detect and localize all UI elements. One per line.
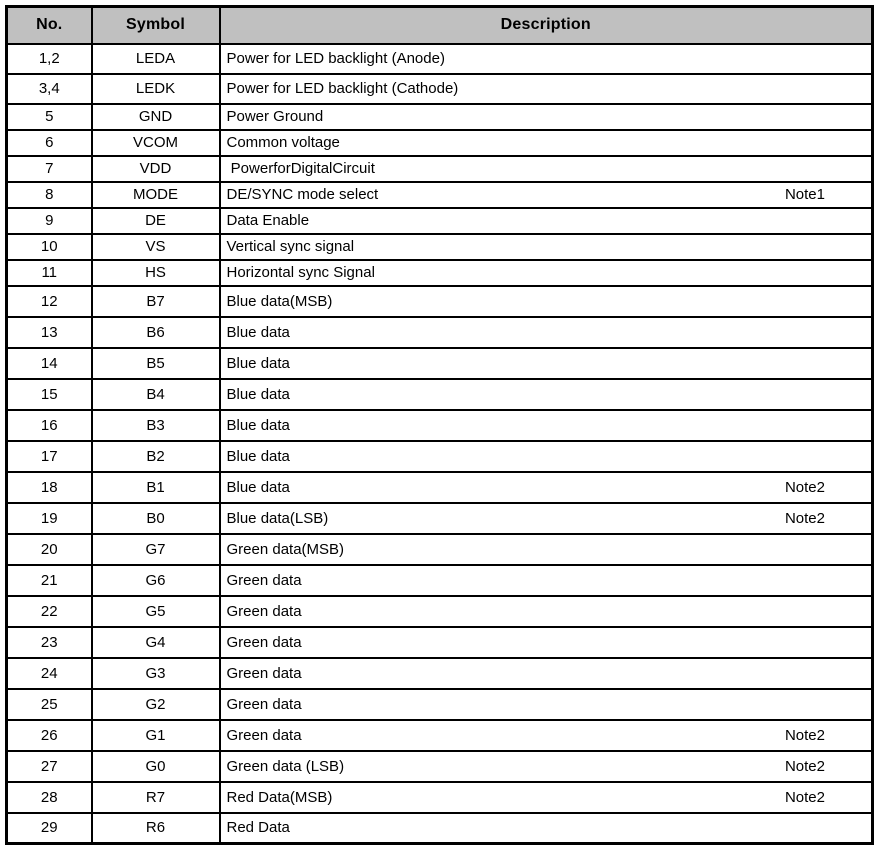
cell-symbol: VDD: [92, 156, 220, 182]
description-cell: [220, 74, 873, 104]
cell-symbol: MODE: [92, 182, 220, 208]
description-inner: [227, 186, 872, 203]
cell-no: 21: [7, 565, 92, 596]
table-row: [7, 130, 873, 156]
cell-description: Blue data: [226, 385, 290, 403]
description-inner: [227, 696, 872, 713]
description-cell: [220, 441, 873, 472]
description-cell: [220, 104, 873, 130]
cell-no: 1,2: [7, 44, 92, 74]
table-row: [7, 813, 873, 844]
description-inner: [227, 634, 872, 651]
table-row: [7, 720, 873, 751]
description-cell: [220, 156, 873, 182]
cell-no: 29: [7, 813, 92, 844]
description-cell: [220, 234, 873, 260]
cell-symbol: GND: [92, 104, 220, 130]
cell-description: Blue data: [226, 416, 290, 434]
cell-symbol: G7: [92, 534, 220, 565]
cell-no: 6: [7, 130, 92, 156]
table-row: [7, 658, 873, 689]
table-row: [7, 44, 873, 74]
table-row: [7, 156, 873, 182]
cell-symbol: B7: [92, 286, 220, 317]
cell-no: 25: [7, 689, 92, 720]
table-row: [7, 286, 873, 317]
description-cell: [220, 813, 873, 844]
cell-symbol: LEDK: [92, 74, 220, 104]
cell-symbol: B3: [92, 410, 220, 441]
description-cell: [220, 379, 873, 410]
cell-description: PowerforDigitalCircuit: [226, 160, 375, 177]
cell-description: Horizontal sync Signal: [226, 264, 375, 281]
cell-description: Green data: [226, 571, 302, 589]
cell-symbol: R6: [92, 813, 220, 844]
cell-symbol: B0: [92, 503, 220, 534]
description-cell: [220, 658, 873, 689]
cell-description: DE/SYNC mode select: [226, 186, 379, 203]
description-inner: [227, 293, 872, 310]
cell-description: Green data: [226, 695, 302, 713]
description-inner: [227, 386, 872, 403]
table-row: [7, 782, 873, 813]
description-inner: [227, 758, 872, 775]
table-row: [7, 565, 873, 596]
table-row: [7, 74, 873, 104]
description-inner: [227, 479, 872, 496]
description-cell: [220, 503, 873, 534]
description-cell: [220, 751, 873, 782]
cell-no: 15: [7, 379, 92, 410]
table-header: [7, 7, 873, 44]
table-row: [7, 472, 873, 503]
cell-description: Blue data: [226, 323, 290, 341]
cell-description: Green data: [226, 602, 302, 620]
cell-no: 5: [7, 104, 92, 130]
cell-description: Blue data(MSB): [226, 292, 333, 310]
cell-no: 7: [7, 156, 92, 182]
cell-description: Power Ground: [226, 108, 324, 125]
description-inner: [227, 134, 872, 151]
cell-description: Data Enable: [226, 212, 310, 229]
cell-no: 8: [7, 182, 92, 208]
table-row: [7, 182, 873, 208]
cell-description: Vertical sync signal: [226, 238, 355, 255]
cell-symbol: LEDA: [92, 44, 220, 74]
cell-no: 23: [7, 627, 92, 658]
cell-description: Green data(MSB): [226, 540, 345, 558]
table-row: [7, 104, 873, 130]
table-row: [7, 689, 873, 720]
cell-no: 13: [7, 317, 92, 348]
cell-note: Note2: [784, 726, 825, 744]
description-inner: [227, 238, 872, 255]
description-inner: [227, 819, 872, 836]
pin-description-table: [5, 5, 874, 845]
cell-description: Blue data: [226, 447, 290, 465]
description-inner: [227, 789, 872, 806]
cell-symbol: B2: [92, 441, 220, 472]
table-row: [7, 348, 873, 379]
cell-symbol: G1: [92, 720, 220, 751]
description-cell: [220, 317, 873, 348]
description-inner: [227, 80, 872, 97]
description-cell: [220, 130, 873, 156]
header-row: [7, 7, 873, 44]
description-inner: [227, 417, 872, 434]
description-inner: [227, 665, 872, 682]
header-symbol: Symbol: [92, 7, 220, 44]
header-description: Description: [220, 7, 873, 44]
cell-symbol: B4: [92, 379, 220, 410]
cell-description: Power for LED backlight (Anode): [226, 50, 445, 67]
cell-no: 3,4: [7, 74, 92, 104]
description-inner: [227, 324, 872, 341]
description-cell: [220, 596, 873, 627]
description-inner: [227, 50, 872, 67]
cell-no: 17: [7, 441, 92, 472]
description-inner: [227, 108, 872, 125]
cell-symbol: G6: [92, 565, 220, 596]
description-cell: [220, 565, 873, 596]
cell-description: Green data (LSB): [226, 757, 345, 775]
description-cell: [220, 348, 873, 379]
description-inner: [227, 603, 872, 620]
cell-symbol: B1: [92, 472, 220, 503]
table-row: [7, 234, 873, 260]
cell-symbol: VS: [92, 234, 220, 260]
cell-note: Note2: [784, 757, 825, 775]
cell-description: Red Data: [226, 819, 290, 837]
cell-symbol: R7: [92, 782, 220, 813]
cell-symbol: G2: [92, 689, 220, 720]
cell-symbol: HS: [92, 260, 220, 286]
cell-note: Note2: [784, 788, 825, 806]
cell-description: Blue data(LSB): [226, 509, 329, 527]
table-row: [7, 751, 873, 782]
description-cell: [220, 782, 873, 813]
description-inner: [227, 727, 872, 744]
cell-description: Common voltage: [226, 134, 340, 151]
cell-symbol: G5: [92, 596, 220, 627]
table-row: [7, 627, 873, 658]
cell-description: Red Data(MSB): [226, 788, 333, 806]
description-cell: [220, 472, 873, 503]
cell-symbol: G3: [92, 658, 220, 689]
description-inner: [227, 212, 872, 229]
description-cell: [220, 720, 873, 751]
description-inner: [227, 448, 872, 465]
table-body: [7, 44, 873, 844]
description-cell: [220, 410, 873, 441]
cell-description: Power for LED backlight (Cathode): [226, 80, 459, 97]
cell-description: Green data: [226, 664, 302, 682]
description-cell: [220, 689, 873, 720]
cell-no: 28: [7, 782, 92, 813]
table-row: [7, 317, 873, 348]
description-cell: [220, 260, 873, 286]
cell-no: 16: [7, 410, 92, 441]
description-cell: [220, 208, 873, 234]
cell-description: Blue data: [226, 354, 290, 372]
cell-description: Blue data: [226, 478, 290, 496]
cell-no: 9: [7, 208, 92, 234]
table-row: [7, 208, 873, 234]
cell-symbol: VCOM: [92, 130, 220, 156]
cell-no: 10: [7, 234, 92, 260]
table-row: [7, 596, 873, 627]
table-row: [7, 534, 873, 565]
table-row: [7, 410, 873, 441]
description-inner: [227, 355, 872, 372]
description-cell: [220, 286, 873, 317]
header-no: No.: [7, 7, 92, 44]
description-cell: [220, 44, 873, 74]
description-cell: [220, 627, 873, 658]
table-row: [7, 379, 873, 410]
cell-no: 18: [7, 472, 92, 503]
cell-no: 26: [7, 720, 92, 751]
cell-no: 14: [7, 348, 92, 379]
cell-description: Green data: [226, 726, 302, 744]
cell-no: 12: [7, 286, 92, 317]
cell-no: 27: [7, 751, 92, 782]
description-cell: [220, 534, 873, 565]
cell-no: 22: [7, 596, 92, 627]
cell-symbol: B6: [92, 317, 220, 348]
description-inner: [227, 510, 872, 527]
cell-no: 19: [7, 503, 92, 534]
cell-no: 24: [7, 658, 92, 689]
cell-description: Green data: [226, 633, 302, 651]
table-row: [7, 503, 873, 534]
cell-no: 20: [7, 534, 92, 565]
cell-note: Note2: [784, 478, 825, 496]
description-inner: [227, 541, 872, 558]
cell-note: Note2: [784, 509, 825, 527]
cell-symbol: G0: [92, 751, 220, 782]
description-inner: [227, 264, 872, 281]
cell-symbol: DE: [92, 208, 220, 234]
description-cell: [220, 182, 873, 208]
description-inner: [227, 160, 872, 177]
cell-no: 11: [7, 260, 92, 286]
table-row: [7, 441, 873, 472]
cell-symbol: B5: [92, 348, 220, 379]
cell-note: Note1: [784, 186, 825, 203]
table-row: [7, 260, 873, 286]
cell-symbol: G4: [92, 627, 220, 658]
description-inner: [227, 572, 872, 589]
